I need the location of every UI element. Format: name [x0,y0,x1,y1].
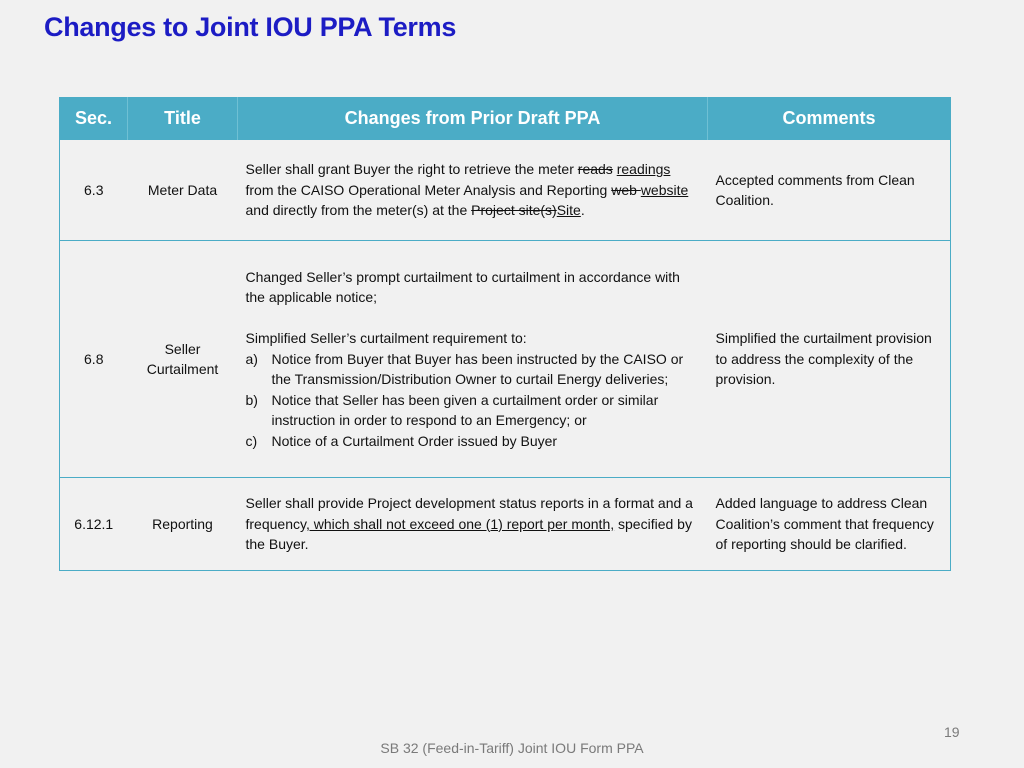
list-item [246,431,700,452]
table-row [60,241,951,478]
list-marker: c) [245,432,258,449]
slide-title: Changes to Joint IOU PPA Terms [44,12,457,42]
inserted-text: , which shall not exceed one (1) report per month, [305,515,615,532]
changes-text: from the CAISO Operational Meter Analysis and Reporting [245,181,612,198]
header-comments: Comments [708,97,951,140]
list-item-text: Notice from Buyer that Buyer has been instructed by the CAISO or the Transmission/Distribution Owner to curtail Energy deliveries; [271,350,684,388]
row-comments: Accepted comments from Clean Coalition. [708,140,951,241]
inserted-text: Site [556,202,581,219]
changes-text: Seller shall provide Project development status reports in a format and a frequency [245,495,693,532]
row-changes [238,241,708,478]
table-header-row [60,97,951,140]
row-sec: 6.8 [60,241,128,478]
list-marker: a) [245,350,258,367]
header-sec: Sec. [60,97,128,140]
row-title [128,241,238,478]
list-item [246,390,700,431]
list-item-text: Notice of a Curtailment Order issued by Buyer [271,432,558,449]
curtailment-list [246,349,700,452]
inserted-text: website [640,181,689,198]
row-changes [238,478,708,571]
row-sec: 6.3 [60,140,128,241]
header-changes: Changes from Prior Draft PPA [238,97,708,140]
list-item [246,349,700,390]
deleted-text: web [611,181,641,198]
row-comments: Simplified the curtailment provision to address the complexity of the provision. [708,241,951,478]
changes-paragraph: Simplified Seller’s curtailment requirement to: [245,330,527,347]
row-changes [238,140,708,241]
row-title: Meter Data [128,140,238,241]
deleted-text: reads [577,161,613,178]
row-sec: 6.12.1 [60,478,128,571]
changes-text: . [580,202,585,219]
row-title-line: Seller [164,340,201,357]
header-title: Title [128,97,238,140]
deleted-text: Project site(s) [471,202,557,219]
row-title-line: Curtailment [146,361,219,377]
changes-text: Seller shall grant Buyer the right to retrieve the meter [245,161,578,178]
list-marker: b) [245,391,258,408]
row-title: Reporting [128,478,238,571]
changes-paragraph: Changed Seller’s prompt curtailment to curtailment in accordance with the applicable notice; [245,268,680,306]
table-row [60,140,951,241]
page-number: 19 [944,724,960,740]
list-item-text: Notice that Seller has been given a curtailment order or similar instruction in order to respond to an Emergency; or [271,391,659,429]
table-row [60,478,951,571]
changes-text: and directly from the meter(s) at the [245,202,472,219]
changes-table [59,97,951,571]
changes-text: specified by the Buyer. [245,515,692,553]
slide-footer: SB 32 (Feed-in-Tariff) Joint IOU Form PPA [380,740,644,756]
row-comments: Added language to address Clean Coalition’s comment that frequency of reporting should be clarified. [708,478,951,571]
inserted-text: readings [616,161,671,178]
